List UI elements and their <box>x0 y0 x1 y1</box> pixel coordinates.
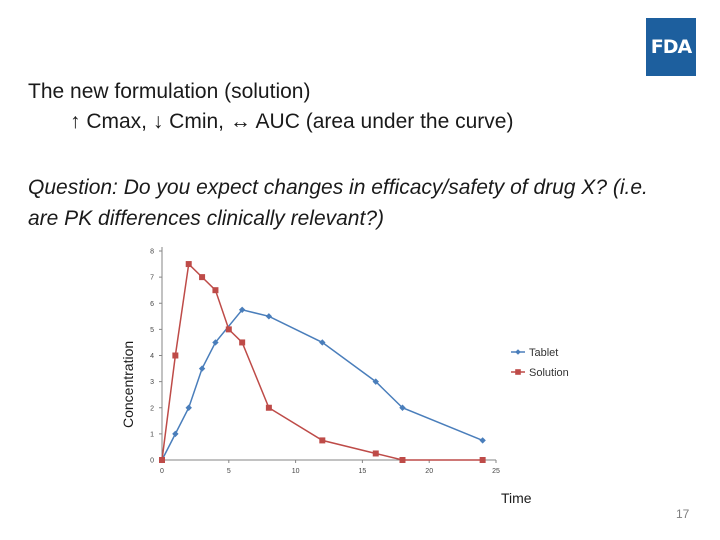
legend-label-tablet: Tablet <box>529 347 559 359</box>
x-tick-label: 20 <box>425 468 434 475</box>
fda-logo: FDA <box>646 18 696 76</box>
data-point-solution <box>239 339 245 345</box>
x-tick-label: 10 <box>291 468 300 475</box>
data-point-solution <box>373 450 379 456</box>
chart-series <box>159 261 486 463</box>
data-point-tablet <box>266 313 272 319</box>
chart-legend <box>511 347 569 379</box>
y-tick-label: 2 <box>150 405 154 413</box>
x-tick-label: 0 <box>160 468 164 475</box>
data-point-solution <box>480 457 486 463</box>
data-point-tablet <box>186 405 192 411</box>
data-point-solution <box>319 437 325 443</box>
x-axis-label: Time <box>501 490 532 506</box>
data-point-solution <box>226 326 232 332</box>
series-solution <box>159 261 486 463</box>
y-tick-label: 3 <box>150 379 154 387</box>
data-point-solution <box>186 261 192 267</box>
data-point-solution <box>212 287 218 293</box>
y-tick-label: 5 <box>150 326 154 334</box>
x-tick-label: 5 <box>226 468 231 475</box>
data-point-tablet <box>479 437 485 443</box>
legend-marker-solution <box>515 369 521 375</box>
slide-subheading: ↑ Cmax, ↓ Cmin, ↔ AUC (area under the curve) <box>70 110 514 133</box>
y-tick-label: 0 <box>150 457 154 465</box>
x-tick-label: 15 <box>358 468 367 475</box>
slide-heading: The new formulation (solution) <box>28 80 311 103</box>
y-tick-label: 7 <box>150 274 154 282</box>
x-tick-label: 25 <box>492 468 500 475</box>
y-axis-label: Concentration <box>120 340 136 428</box>
series-line-solution <box>162 264 483 460</box>
data-point-solution <box>399 457 405 463</box>
data-point-tablet <box>172 431 178 437</box>
page-number: 17 <box>676 507 690 521</box>
chart-axes <box>162 247 496 460</box>
data-point-solution <box>266 405 272 411</box>
legend-label-solution: Solution <box>529 367 569 379</box>
question-text: Question: Do you expect changes in efficacy/safety of drug X? (i.e. are PK differences clinically relevant?) <box>28 176 648 230</box>
y-tick-label: 8 <box>150 248 154 256</box>
data-point-solution <box>159 457 165 463</box>
data-point-tablet <box>199 365 205 371</box>
y-tick-label: 4 <box>150 353 154 360</box>
y-tick-label: 1 <box>150 431 154 439</box>
data-point-solution <box>199 274 205 280</box>
legend-marker-tablet <box>515 349 521 355</box>
y-tick-label: 6 <box>150 300 154 308</box>
data-point-solution <box>172 353 178 359</box>
